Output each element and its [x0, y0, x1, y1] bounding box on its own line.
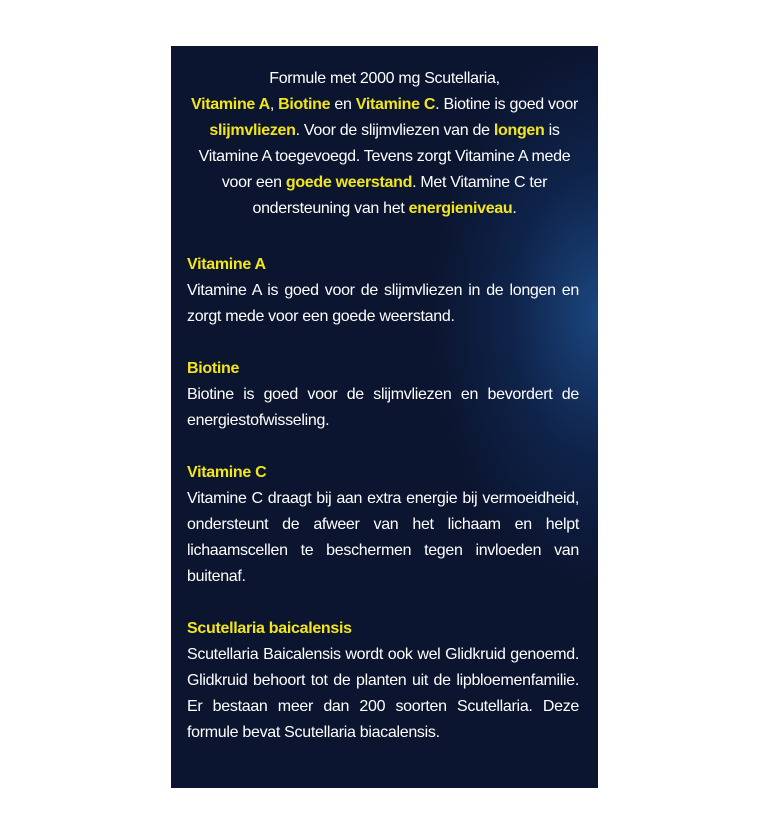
highlight-energieniveau: energieniveau — [408, 200, 513, 217]
section-text-biotine: Biotine is goed voor de slijmvliezen en bevordert de energiestofwisseling. — [187, 386, 579, 429]
section-text-vitamine-c: Vitamine C draagt bij aan extra energie bij vermoeidheid, ondersteunt de afweer van het lichaam en helpt lichaamscellen te beschermen tegen invloeden van buitenaf. — [187, 490, 579, 585]
intro-en: en — [330, 96, 356, 113]
section-scutellaria — [187, 616, 579, 746]
section-title-scutellaria: Scutellaria baicalensis — [187, 620, 352, 637]
intro-comma: , — [269, 96, 279, 113]
highlight-vitamine-c: Vitamine C — [355, 96, 436, 113]
highlight-longen: longen — [493, 122, 545, 139]
intro-line1: Formule met 2000 mg Scutellaria, — [269, 70, 500, 87]
section-text-vitamine-a: Vitamine A is goed voor de slijmvliezen in de longen en zorgt mede voor een goede weerstand. — [187, 282, 579, 325]
intro-text-after-longen: is Vitamine A toegevoegd. Tevens zorgt Vitamine A mede voor een — [198, 122, 571, 191]
section-title-vitamine-a: Vitamine A — [187, 256, 266, 273]
section-vitamine-a — [187, 252, 579, 330]
intro-paragraph — [187, 66, 582, 222]
section-vitamine-c — [187, 460, 579, 590]
intro-text-after-weerstand: . Met Vitamine C ter ondersteuning van het — [252, 174, 548, 217]
highlight-vitamine-a: Vitamine A — [191, 96, 270, 113]
intro-end: . — [512, 200, 517, 217]
highlight-slijmvliezen: slijmvliezen — [209, 122, 296, 139]
section-text-scutellaria: Scutellaria Baicalensis wordt ook wel Glidkruid genoemd. Glidkruid behoort tot de planten uit de lipbloemenfamilie. Er bestaan meer dan 200 soorten Scutellaria. Deze formule bevat Scutellaria biacalensis. — [187, 646, 579, 741]
section-biotine — [187, 356, 579, 434]
intro-text-after-slijmvliezen: . Voor de slijmvliezen van de — [295, 122, 494, 139]
highlight-biotine: Biotine — [278, 96, 331, 113]
highlight-goede-weerstand: goede weerstand — [285, 174, 413, 191]
section-title-biotine: Biotine — [187, 360, 240, 377]
intro-text-after-c: . Biotine is goed voor — [435, 96, 578, 113]
section-title-vitamine-c: Vitamine C — [187, 464, 267, 481]
product-info-panel — [171, 46, 598, 788]
